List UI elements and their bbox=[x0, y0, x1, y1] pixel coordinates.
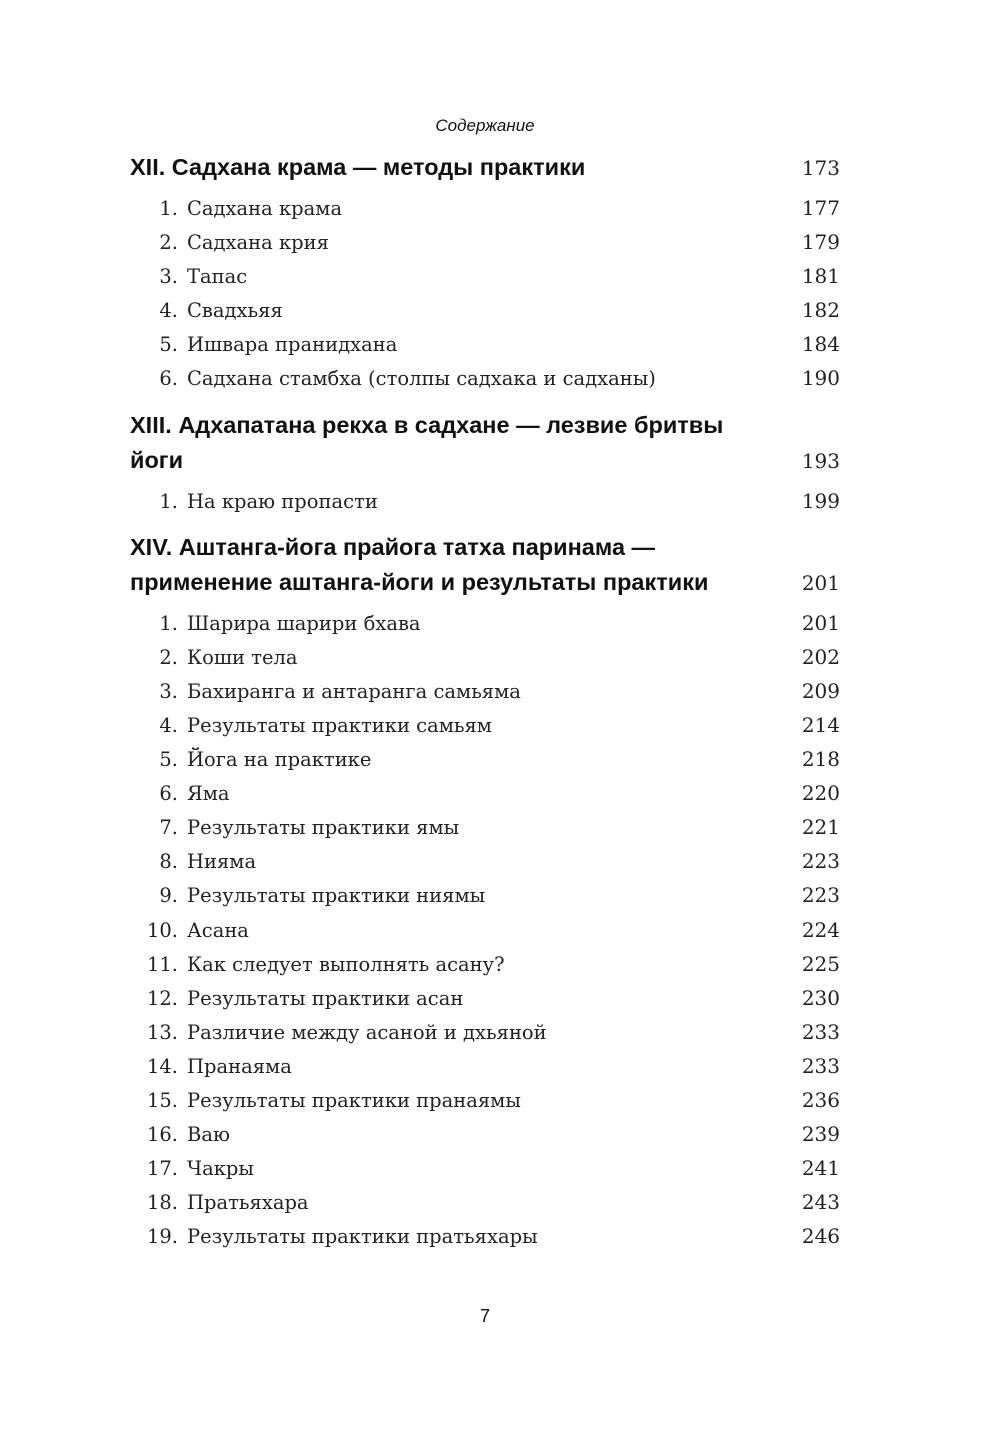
entry-title: Нияма bbox=[187, 850, 257, 874]
entry-number: 6. bbox=[159, 782, 178, 806]
entry-title: Результаты практики самьям bbox=[187, 713, 492, 737]
entry-page-number: 225 bbox=[801, 951, 840, 976]
entry-number: 9. bbox=[159, 884, 178, 908]
chapter-page-number: 193 bbox=[801, 448, 840, 473]
entry-number: 18. bbox=[146, 1191, 178, 1215]
chapter-title: применение аштанга-йоги и результаты практики bbox=[130, 568, 709, 595]
entry-page-number: 224 bbox=[801, 917, 840, 942]
entry-number: 3. bbox=[159, 679, 178, 703]
chapter-heading-line bbox=[130, 150, 840, 186]
entry-page-number: 239 bbox=[801, 1122, 840, 1147]
entry-page-number: 223 bbox=[801, 883, 840, 908]
entry-title: Чакры bbox=[187, 1157, 254, 1181]
entry-number: 7. bbox=[159, 816, 178, 840]
chapter-title: XIV. Аштанга-йога прайога татха паринама — bbox=[130, 533, 656, 560]
running-head: Содержание bbox=[435, 116, 535, 135]
table-of-contents bbox=[130, 150, 840, 1253]
entry-page-number: 214 bbox=[801, 712, 840, 737]
chapter-title: XIII. Адхапатана рекха в садхане — лезвие бритвы bbox=[130, 411, 724, 438]
entry-title: Асана bbox=[187, 918, 249, 942]
toc-entry bbox=[130, 878, 840, 912]
entry-page-number: 233 bbox=[801, 1019, 840, 1044]
toc-entry bbox=[130, 810, 840, 844]
entry-number: 1. bbox=[159, 489, 178, 513]
entry-page-number: 202 bbox=[801, 644, 840, 669]
entry-number: 14. bbox=[146, 1054, 178, 1078]
entry-number: 15. bbox=[146, 1088, 178, 1112]
entry-number: 17. bbox=[146, 1157, 178, 1181]
entry-page-number: 184 bbox=[801, 332, 840, 357]
entry-number: 11. bbox=[146, 952, 178, 976]
chapter-page-number: 173 bbox=[801, 156, 840, 180]
chapter-title: XII. Садхана крама — методы практики bbox=[130, 154, 586, 180]
toc-entry bbox=[130, 606, 840, 640]
toc-entry bbox=[130, 293, 840, 327]
toc-entry bbox=[130, 259, 840, 293]
entry-number: 4. bbox=[159, 713, 178, 737]
entry-page-number: 199 bbox=[801, 488, 840, 513]
entry-page-number: 233 bbox=[801, 1053, 840, 1078]
entry-title: Яма bbox=[187, 782, 230, 806]
entry-number: 2. bbox=[159, 645, 178, 669]
entry-page-number: 246 bbox=[801, 1224, 840, 1249]
entry-title: Садхана крама bbox=[187, 197, 343, 220]
toc-entry bbox=[130, 361, 840, 395]
toc-entry bbox=[130, 1117, 840, 1151]
entry-title: Коши тела bbox=[187, 645, 298, 669]
entry-page-number: 221 bbox=[801, 815, 840, 840]
entry-number: 13. bbox=[146, 1020, 178, 1044]
entry-number: 12. bbox=[146, 986, 178, 1010]
toc-entry bbox=[130, 327, 840, 361]
toc-entry bbox=[130, 913, 840, 947]
toc-entry bbox=[130, 1219, 840, 1253]
toc-entry bbox=[130, 742, 840, 776]
entry-page-number: 218 bbox=[801, 747, 840, 772]
entry-number: 16. bbox=[146, 1123, 178, 1147]
toc-entry bbox=[130, 776, 840, 810]
entry-title: Йога на практике bbox=[187, 748, 372, 772]
toc-entry bbox=[130, 1049, 840, 1083]
entry-title: Бахиранга и антаранга самьяма bbox=[187, 679, 521, 703]
chapter-heading-line bbox=[130, 408, 840, 443]
chapter-section bbox=[130, 530, 840, 1254]
toc-entry bbox=[130, 981, 840, 1015]
entry-page-number: 182 bbox=[801, 298, 840, 323]
toc-entry bbox=[130, 1185, 840, 1219]
entry-page-number: 230 bbox=[801, 985, 840, 1010]
toc-entry bbox=[130, 191, 840, 225]
chapter-page-number: 201 bbox=[801, 570, 840, 595]
entry-title: Пранаяма bbox=[187, 1054, 292, 1078]
toc-entry bbox=[130, 947, 840, 981]
entry-title: Садхана крия bbox=[187, 231, 329, 255]
entry-page-number: 190 bbox=[801, 366, 840, 391]
entry-page-number: 181 bbox=[801, 264, 840, 289]
toc-entry bbox=[130, 708, 840, 742]
entry-number: 5. bbox=[159, 748, 178, 772]
entry-page-number: 241 bbox=[801, 1156, 840, 1181]
entry-number: 1. bbox=[159, 611, 178, 635]
entry-title: Ваю bbox=[187, 1123, 230, 1147]
page-number: 7 bbox=[479, 1306, 490, 1326]
entry-number: 10. bbox=[146, 918, 178, 942]
chapter-section bbox=[130, 408, 840, 518]
entry-page-number: 243 bbox=[801, 1190, 840, 1215]
entry-number: 2. bbox=[159, 231, 178, 255]
entry-page-number: 236 bbox=[801, 1087, 840, 1112]
chapter-item-list bbox=[130, 484, 840, 518]
chapter-heading-line bbox=[130, 530, 840, 565]
entry-number: 5. bbox=[159, 333, 178, 357]
entry-number: 4. bbox=[159, 299, 178, 323]
entry-title: Тапас bbox=[187, 265, 248, 289]
chapter-item-list bbox=[130, 191, 840, 396]
toc-entry bbox=[130, 1151, 840, 1185]
toc-entry bbox=[130, 640, 840, 674]
entry-title: Как следует выполнять асану? bbox=[187, 952, 505, 976]
entry-number: 1. bbox=[159, 197, 178, 220]
entry-title: Результаты практики пратьяхары bbox=[187, 1225, 538, 1249]
entry-title: Садхана стамбха (столпы садхака и садханы) bbox=[187, 367, 656, 391]
toc-entry bbox=[130, 844, 840, 878]
entry-title: На краю пропасти bbox=[187, 489, 378, 513]
entry-number: 8. bbox=[159, 850, 178, 874]
chapter-heading-line bbox=[130, 565, 840, 601]
entry-page-number: 220 bbox=[801, 781, 840, 806]
toc-entry bbox=[130, 1083, 840, 1117]
toc-entry bbox=[130, 1015, 840, 1049]
entry-number: 3. bbox=[159, 265, 178, 289]
chapter-section bbox=[130, 150, 840, 396]
chapter-heading-line bbox=[130, 443, 840, 479]
entry-title: Различие между асаной и дхьяной bbox=[187, 1020, 547, 1044]
entry-page-number: 223 bbox=[801, 849, 840, 874]
entry-title: Результаты практики ниямы bbox=[187, 884, 486, 908]
entry-title: Результаты практики ямы bbox=[187, 816, 460, 840]
entry-page-number: 179 bbox=[801, 230, 840, 255]
toc-entry bbox=[130, 484, 840, 518]
entry-title: Результаты практики пранаямы bbox=[187, 1088, 521, 1112]
entry-title: Свадхьяя bbox=[187, 299, 283, 323]
chapter-item-list bbox=[130, 606, 840, 1254]
entry-page-number: 201 bbox=[801, 610, 840, 635]
toc-entry bbox=[130, 225, 840, 259]
entry-number: 6. bbox=[159, 367, 178, 391]
chapter-title: йоги bbox=[130, 446, 184, 473]
entry-title: Шарира шарири бхава bbox=[187, 611, 421, 635]
entry-number: 19. bbox=[146, 1225, 178, 1249]
entry-page-number: 209 bbox=[801, 678, 840, 703]
entry-title: Пратьяхара bbox=[187, 1191, 309, 1215]
toc-entry bbox=[130, 674, 840, 708]
entry-page-number: 177 bbox=[801, 196, 840, 220]
entry-title: Ишвара пранидхана bbox=[187, 333, 398, 357]
entry-title: Результаты практики асан bbox=[187, 986, 464, 1010]
